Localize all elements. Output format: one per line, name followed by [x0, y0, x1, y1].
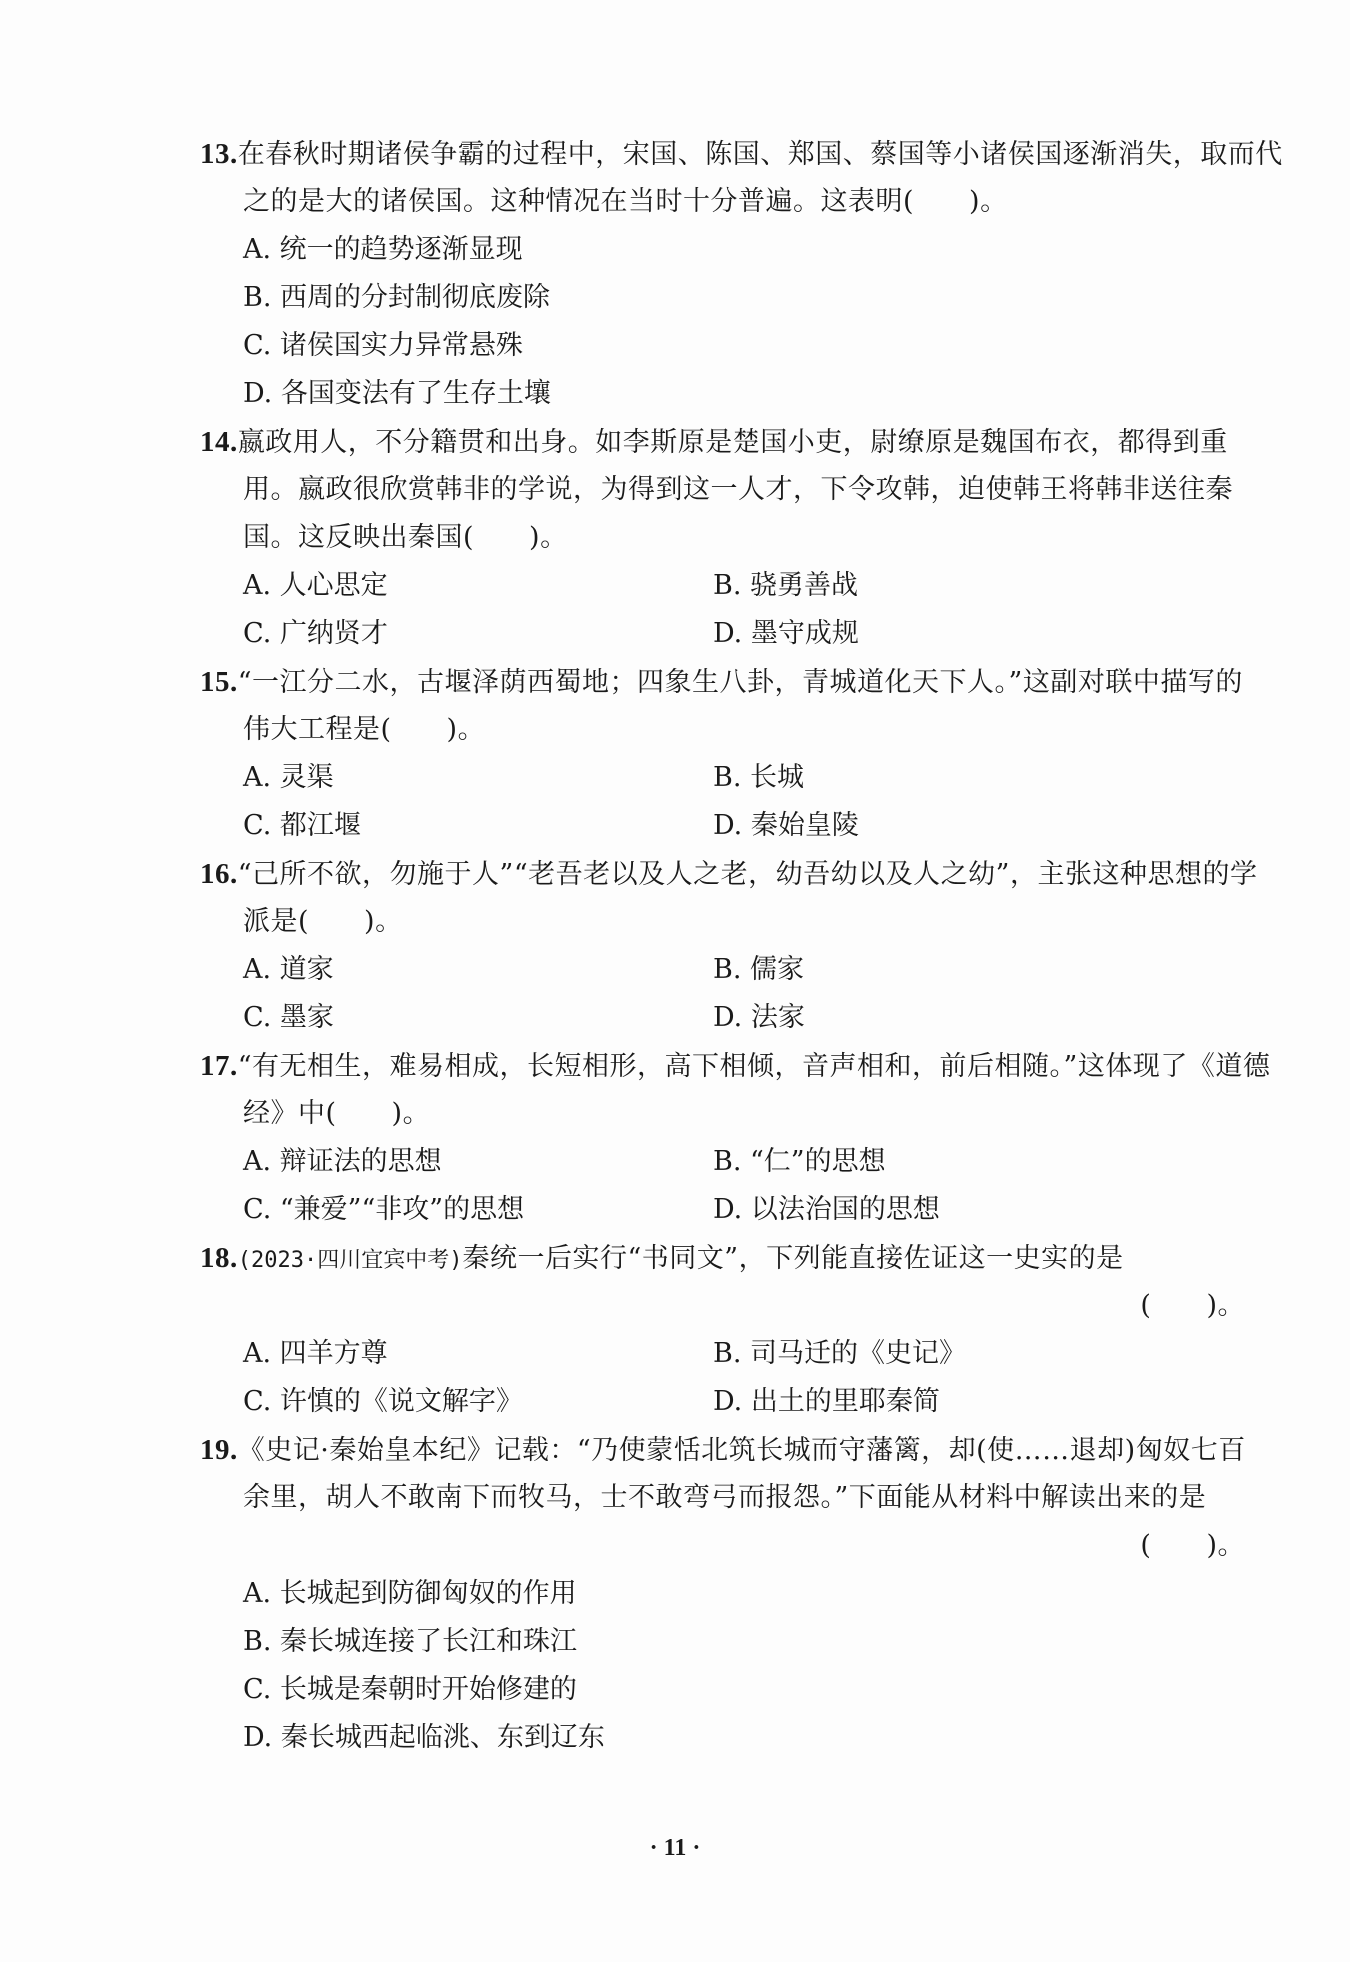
option-c: C. “兼爱”“非攻”的思想 [243, 1194, 525, 1225]
question-16 [200, 850, 1258, 1042]
option-c: C. 许慎的《说文解字》 [243, 1386, 523, 1417]
question-text: 经》中( )。 [243, 1098, 431, 1129]
option-d: D. 以法治国的思想 [713, 1194, 940, 1225]
question-text: “己所不欲，勿施于人”“老吾老以及人之老，幼吾幼以及人之幼”，主张这种思想的学 [237, 859, 1258, 890]
question-number: 14. [200, 426, 238, 458]
question-text: 伟大工程是( )。 [243, 714, 486, 745]
question-text: 之的是大的诸侯国。这种情况在当时十分普遍。这表明( )。 [243, 186, 1008, 217]
page-number: · 11 · [649, 1835, 701, 1861]
question-text: 秦统一后实行“书同文”，下列能直接佐证这一史实的是 [462, 1243, 1124, 1274]
question-14 [200, 418, 1245, 658]
answer-blank: ( )。 [1140, 1290, 1245, 1321]
question-15 [200, 658, 1245, 850]
option-a: A. 人心思定 [243, 570, 388, 601]
question-source: (2023·四川宜宾中考) [237, 1248, 463, 1273]
question-text: 嬴政用人，不分籍贯和出身。如李斯原是楚国小吏，尉缭原是魏国布衣，都得到重 [237, 427, 1228, 458]
question-number: 16. [200, 858, 238, 890]
option-c: C. 墨家 [243, 1002, 334, 1033]
option-d: D. 法家 [713, 1002, 805, 1033]
question-13 [200, 130, 1283, 418]
question-number: 19. [200, 1434, 238, 1466]
question-17 [200, 1042, 1271, 1234]
option-a: A. 统一的趋势逐渐显现 [243, 234, 523, 265]
question-19 [200, 1426, 1245, 1762]
option-b: B. 秦长城连接了长江和珠江 [243, 1626, 578, 1657]
question-number: 15. [200, 666, 238, 698]
option-a: A. 四羊方尊 [243, 1338, 388, 1369]
option-d: D. 秦长城西起临洮、东到辽东 [243, 1722, 605, 1753]
question-text: 派是( )。 [243, 906, 403, 937]
option-c: C. 广纳贤才 [243, 618, 388, 649]
option-d: D. 出土的里耶秦简 [713, 1386, 940, 1417]
question-text: 国。这反映出秦国( )。 [243, 522, 568, 553]
question-text: 用。嬴政很欣赏韩非的学说，为得到这一人才，下令攻韩，迫使韩王将韩非送往秦 [243, 474, 1233, 505]
option-b: B. 骁勇善战 [713, 570, 859, 601]
answer-blank: ( )。 [1140, 1530, 1245, 1561]
question-number: 13. [200, 138, 238, 170]
option-d: D. 秦始皇陵 [713, 810, 859, 841]
question-text: “有无相生，难易相成，长短相形，高下相倾，音声相和，前后相随。”这体现了《道德 [237, 1051, 1271, 1082]
question-text: 余里，胡人不敢南下而牧马，士不敢弯弓而报怨。”下面能从材料中解读出来的是 [243, 1482, 1207, 1513]
question-text: 在春秋时期诸侯争霸的过程中，宋国、陈国、郑国、蔡国等小诸侯国逐渐消失，取而代 [237, 139, 1283, 170]
option-d: D. 各国变法有了生存土壤 [243, 378, 551, 409]
option-b: B. 司马迁的《史记》 [713, 1338, 967, 1369]
question-text: “一江分二水，古堰泽荫西蜀地；四象生八卦，青城道化天下人。”这副对联中描写的 [237, 667, 1243, 698]
option-a: A. 长城起到防御匈奴的作用 [243, 1578, 577, 1609]
question-18 [200, 1234, 1245, 1426]
question-number: 17. [200, 1050, 238, 1082]
question-number: 18. [200, 1242, 238, 1274]
option-b: B. 长城 [713, 762, 805, 793]
option-a: A. 灵渠 [243, 762, 334, 793]
option-a: A. 道家 [243, 954, 334, 985]
option-d: D. 墨守成规 [713, 618, 859, 649]
option-c: C. 诸侯国实力异常悬殊 [243, 330, 523, 361]
question-text: 《史记·秦始皇本纪》记载：“乃使蒙恬北筑长城而守藩篱，却(使……退却)匈奴七百 [237, 1435, 1246, 1466]
option-a: A. 辩证法的思想 [243, 1146, 442, 1177]
option-b: B. 儒家 [713, 954, 805, 985]
option-b: B. “仁”的思想 [713, 1146, 886, 1177]
option-c: C. 长城是秦朝时开始修建的 [243, 1674, 577, 1705]
option-b: B. 西周的分封制彻底废除 [243, 282, 551, 313]
option-c: C. 都江堰 [243, 810, 361, 841]
